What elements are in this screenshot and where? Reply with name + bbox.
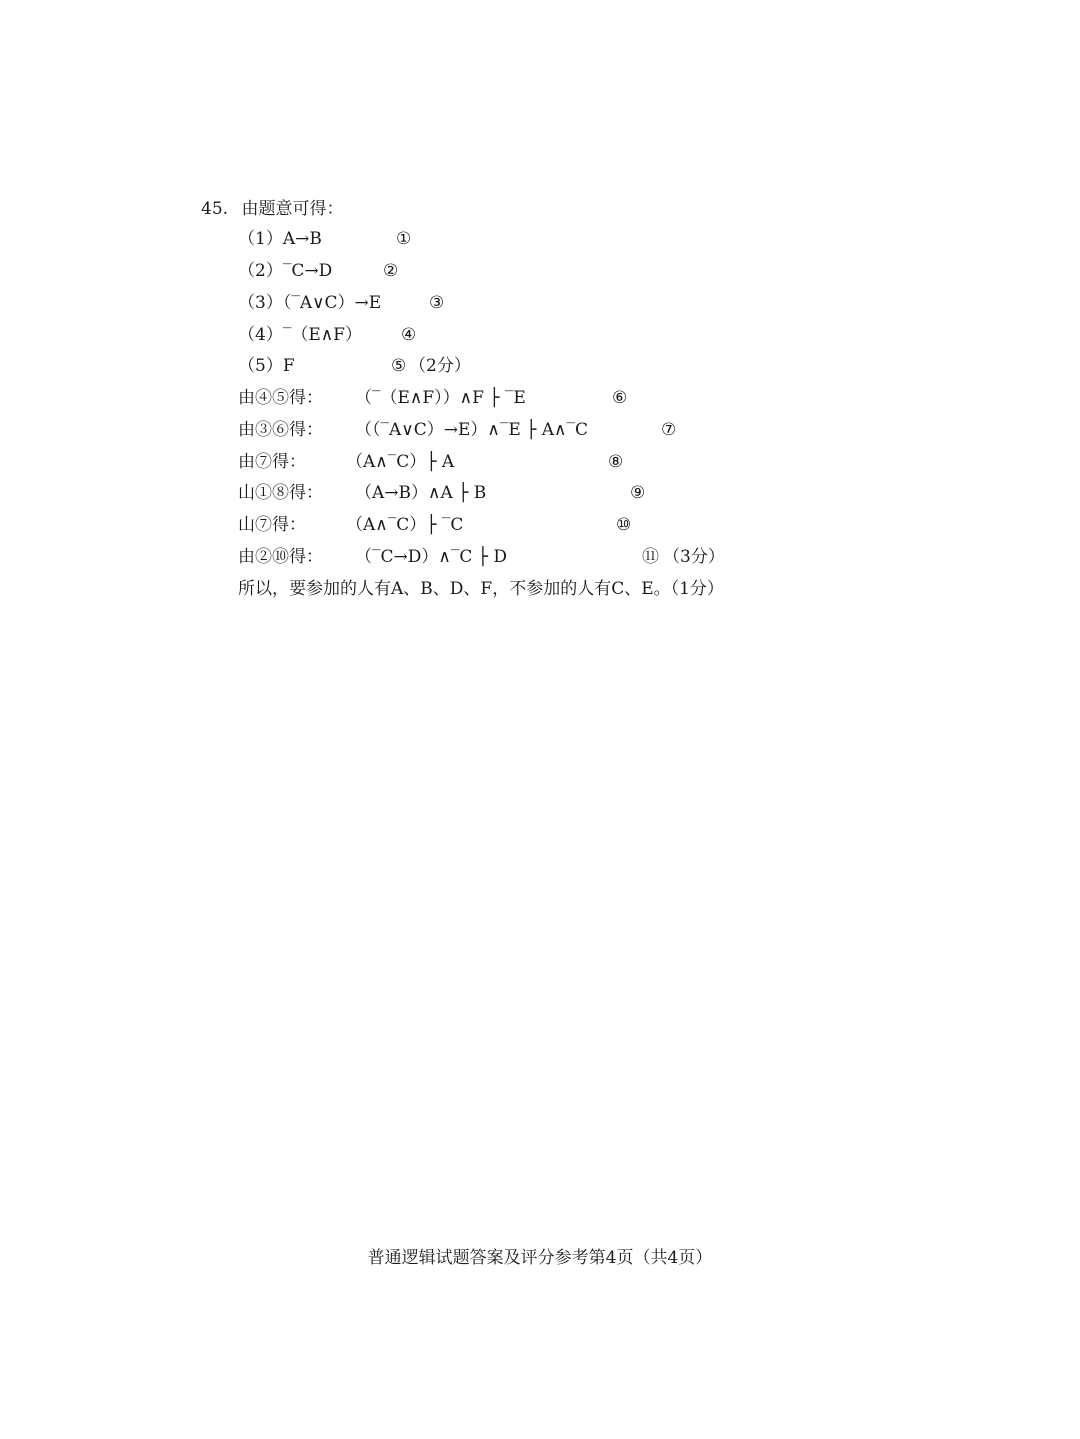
question-number: 45.: [201, 199, 229, 219]
step-source: 由④⑤得：: [238, 388, 323, 408]
step-formula: （（‾A∨C）→E）∧‾E ├ A∧‾C: [355, 420, 589, 440]
step-score: （3分）: [663, 547, 725, 567]
step-mark: ⑪: [642, 547, 659, 567]
step-mark: ⑥: [612, 388, 628, 408]
premise-label: （4）‾（E∧F）: [238, 325, 362, 345]
step-source: 由⑦得：: [238, 452, 306, 472]
step-source: 山⑦得：: [238, 515, 306, 535]
step-mark: ⑩: [616, 515, 632, 535]
step-formula: （‾C→D）∧‾C ├ D: [355, 547, 508, 567]
step-formula: （A∧‾C）├ ‾C: [346, 515, 464, 535]
step-mark: ⑨: [630, 483, 646, 503]
premise-mark: ④: [401, 325, 417, 345]
step-mark: ⑦: [661, 420, 677, 440]
step-source: 由③⑥得：: [238, 420, 323, 440]
premise-label: （2）‾C→D: [238, 261, 333, 281]
question-header: [201, 198, 343, 220]
step-mark: ⑧: [608, 452, 624, 472]
premise-label: （5）F: [238, 356, 295, 376]
premise-mark: ②: [383, 261, 399, 281]
premise-label: （3）（‾A∨C）→E: [238, 293, 382, 313]
question-intro: 由题意可得：: [241, 199, 344, 219]
premise-label: （1）A→B: [238, 229, 322, 249]
premise-mark: ③: [429, 293, 445, 313]
page-footer: 普通逻辑试题答案及评分参考第4页（共4页）: [367, 1248, 713, 1268]
step-formula: （A∧‾C）├ A: [346, 452, 455, 472]
premise-mark: ①: [396, 229, 412, 249]
premise-mark: ⑤: [391, 356, 407, 376]
step-formula: （A→B）∧A ├ B: [355, 483, 487, 503]
step-formula: （‾（E∧F））∧F ├ ‾E: [355, 388, 526, 408]
step-source: 山①⑧得：: [238, 483, 323, 503]
premise-score: （2分）: [409, 356, 471, 376]
step-source: 由②⑩得：: [238, 547, 323, 567]
conclusion: 所以，要参加的人有A、B、D、F，不参加的人有C、E。（1分）: [238, 579, 724, 599]
